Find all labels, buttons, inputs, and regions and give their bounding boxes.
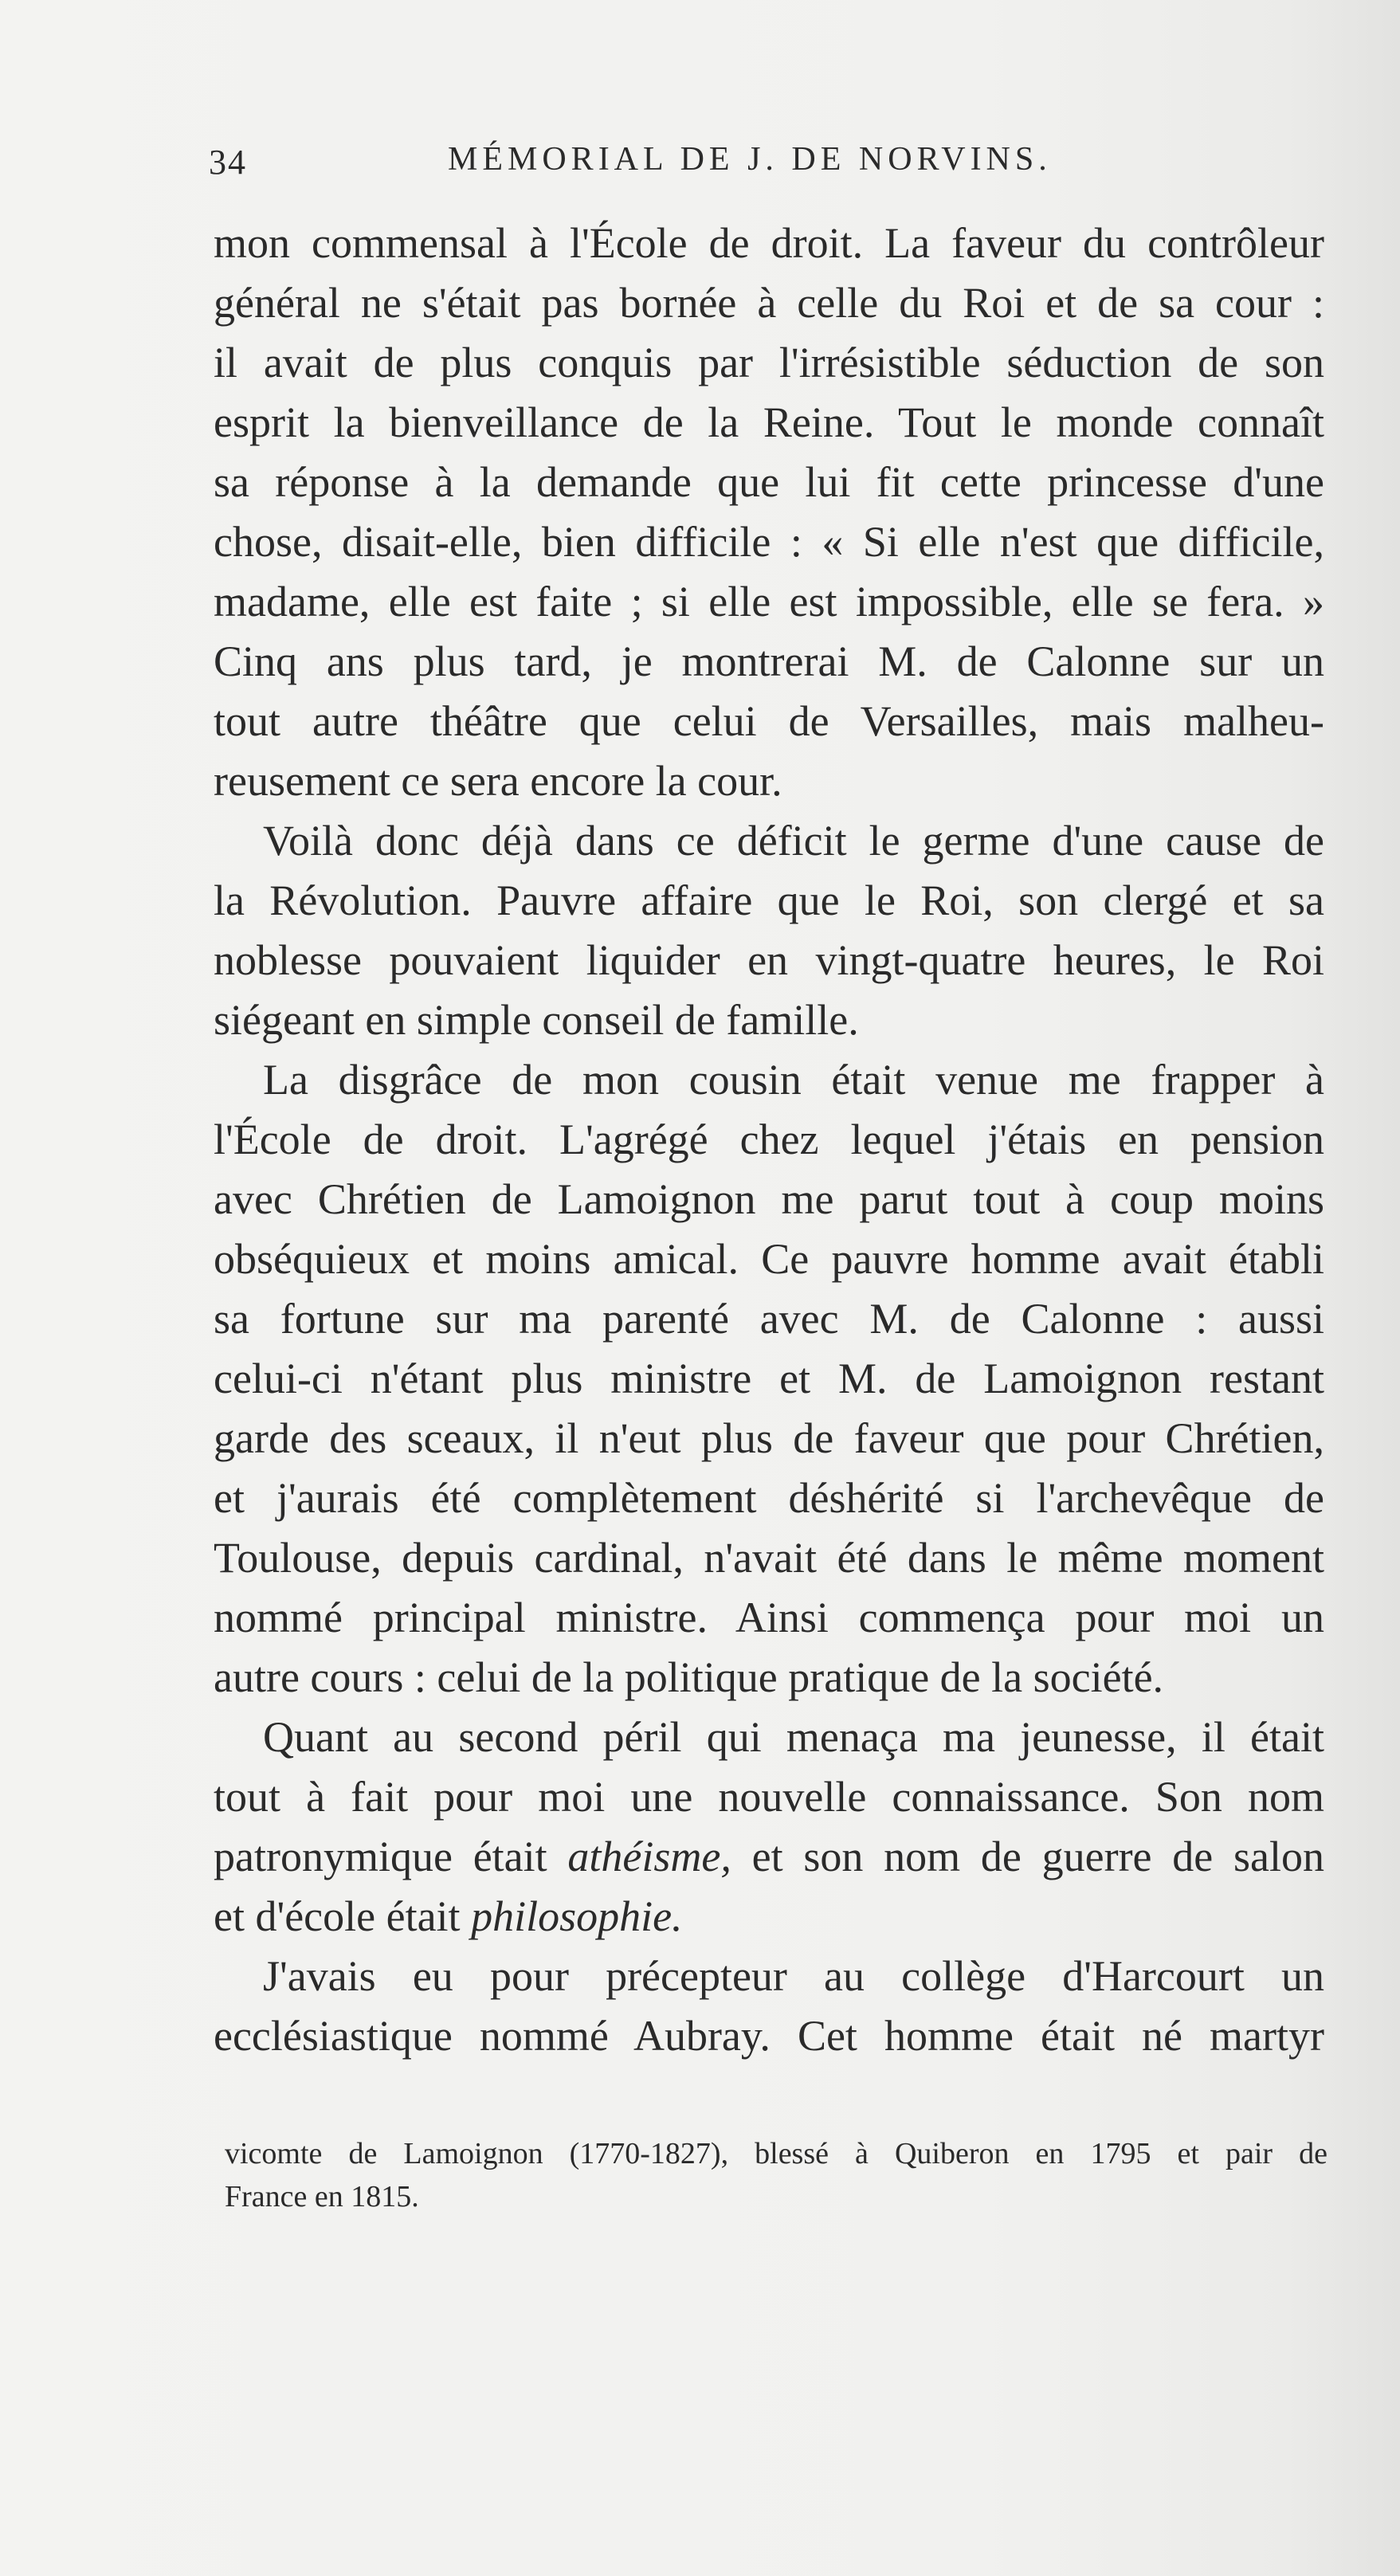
text-segment: et son nom de guerre de salon [751, 1833, 1325, 1880]
italic-term: athéisme, [567, 1833, 731, 1880]
paragraph-start: La disgrâce de mon cousin était venue me frapper à [263, 1056, 1324, 1104]
running-title: MÉMORIAL DE J. DE NORVINS. [448, 141, 1052, 178]
text-line: et j'aurais été complètement déshérité si l'archevêque de [214, 1474, 1324, 1522]
main-text [214, 214, 1324, 2066]
text-line: noblesse pouvaient liquider en vingt-quatre heures, le Roi [214, 936, 1324, 984]
text-line: tout autre théâtre que celui de Versailles, mais malheu- [214, 697, 1324, 745]
text-line: siégeant en simple conseil de famille. [214, 996, 859, 1044]
text-line: autre cours : celui de la politique pratique de la société. [214, 1653, 1164, 1701]
text-line: sa réponse à la demande que lui fit cette princesse d'une [214, 458, 1324, 506]
text-line: tout à fait pour moi une nouvelle connaissance. Son nom [214, 1773, 1324, 1821]
text-line-ecole [214, 1887, 1324, 1947]
text-line: madame, elle est faite ; si elle est impossible, elle se fera. » [214, 578, 1324, 625]
text-line: mon commensal à l'École de droit. La faveur du contrôleur [214, 219, 1324, 267]
paragraph-start: Voilà donc déjà dans ce déficit le germe d'une cause de [263, 817, 1324, 865]
text-line: nommé principal ministre. Ainsi commença pour moi un [214, 1594, 1324, 1641]
text-segment: patronymique était [214, 1833, 547, 1880]
paragraph-start: Quant au second péril qui menaça ma jeunesse, il était [263, 1713, 1324, 1761]
text-line: Cinq ans plus tard, je montrerai M. de Calonne sur un [214, 637, 1324, 685]
text-line: ecclésiastique nommé Aubray. Cet homme était né martyr [214, 2012, 1324, 2060]
italic-term: philosophie. [471, 1892, 683, 1940]
footnote-line: France en 1815. [225, 2180, 419, 2213]
footnote [225, 2132, 1327, 2218]
text-line: obséquieux et moins amical. Ce pauvre homme avait établi [214, 1235, 1324, 1283]
text-line: Toulouse, depuis cardinal, n'avait été dans le même moment [214, 1534, 1324, 1582]
text-line: l'École de droit. L'agrégé chez lequel j'étais en pension [214, 1115, 1324, 1163]
text-line: avec Chrétien de Lamoignon me parut tout à coup moins [214, 1175, 1324, 1223]
text-line-patronymique [214, 1827, 1324, 1887]
page-number: 34 [209, 143, 247, 182]
text-segment: et d'école était [214, 1892, 461, 1940]
text-line: général ne s'était pas bornée à celle du Roi et de sa cour : [214, 279, 1324, 327]
text-line: esprit la bienveillance de la Reine. Tout le monde connaît [214, 398, 1324, 446]
text-line: reusement ce sera encore la cour. [214, 757, 782, 805]
text-line: sa fortune sur ma parenté avec M. de Calonne : aussi [214, 1295, 1324, 1343]
text-line: celui-ci n'étant plus ministre et M. de Lamoignon restant [214, 1355, 1324, 1402]
paragraph-start: J'avais eu pour précepteur au collège d'Harcourt un [263, 1952, 1324, 2000]
text-line: chose, disait-elle, bien difficile : « Si elle n'est que difficile, [214, 518, 1324, 566]
text-line: garde des sceaux, il n'eut plus de faveur que pour Chrétien, [214, 1414, 1324, 1462]
running-header [209, 134, 1324, 182]
text-line: la Révolution. Pauvre affaire que le Roi, son clergé et sa [214, 876, 1324, 924]
text-line: il avait de plus conquis par l'irrésistible séduction de son [214, 339, 1324, 386]
footnote-line: vicomte de Lamoignon (1770-1827), blessé à Quiberon en 1795 et pair de [225, 2137, 1327, 2170]
